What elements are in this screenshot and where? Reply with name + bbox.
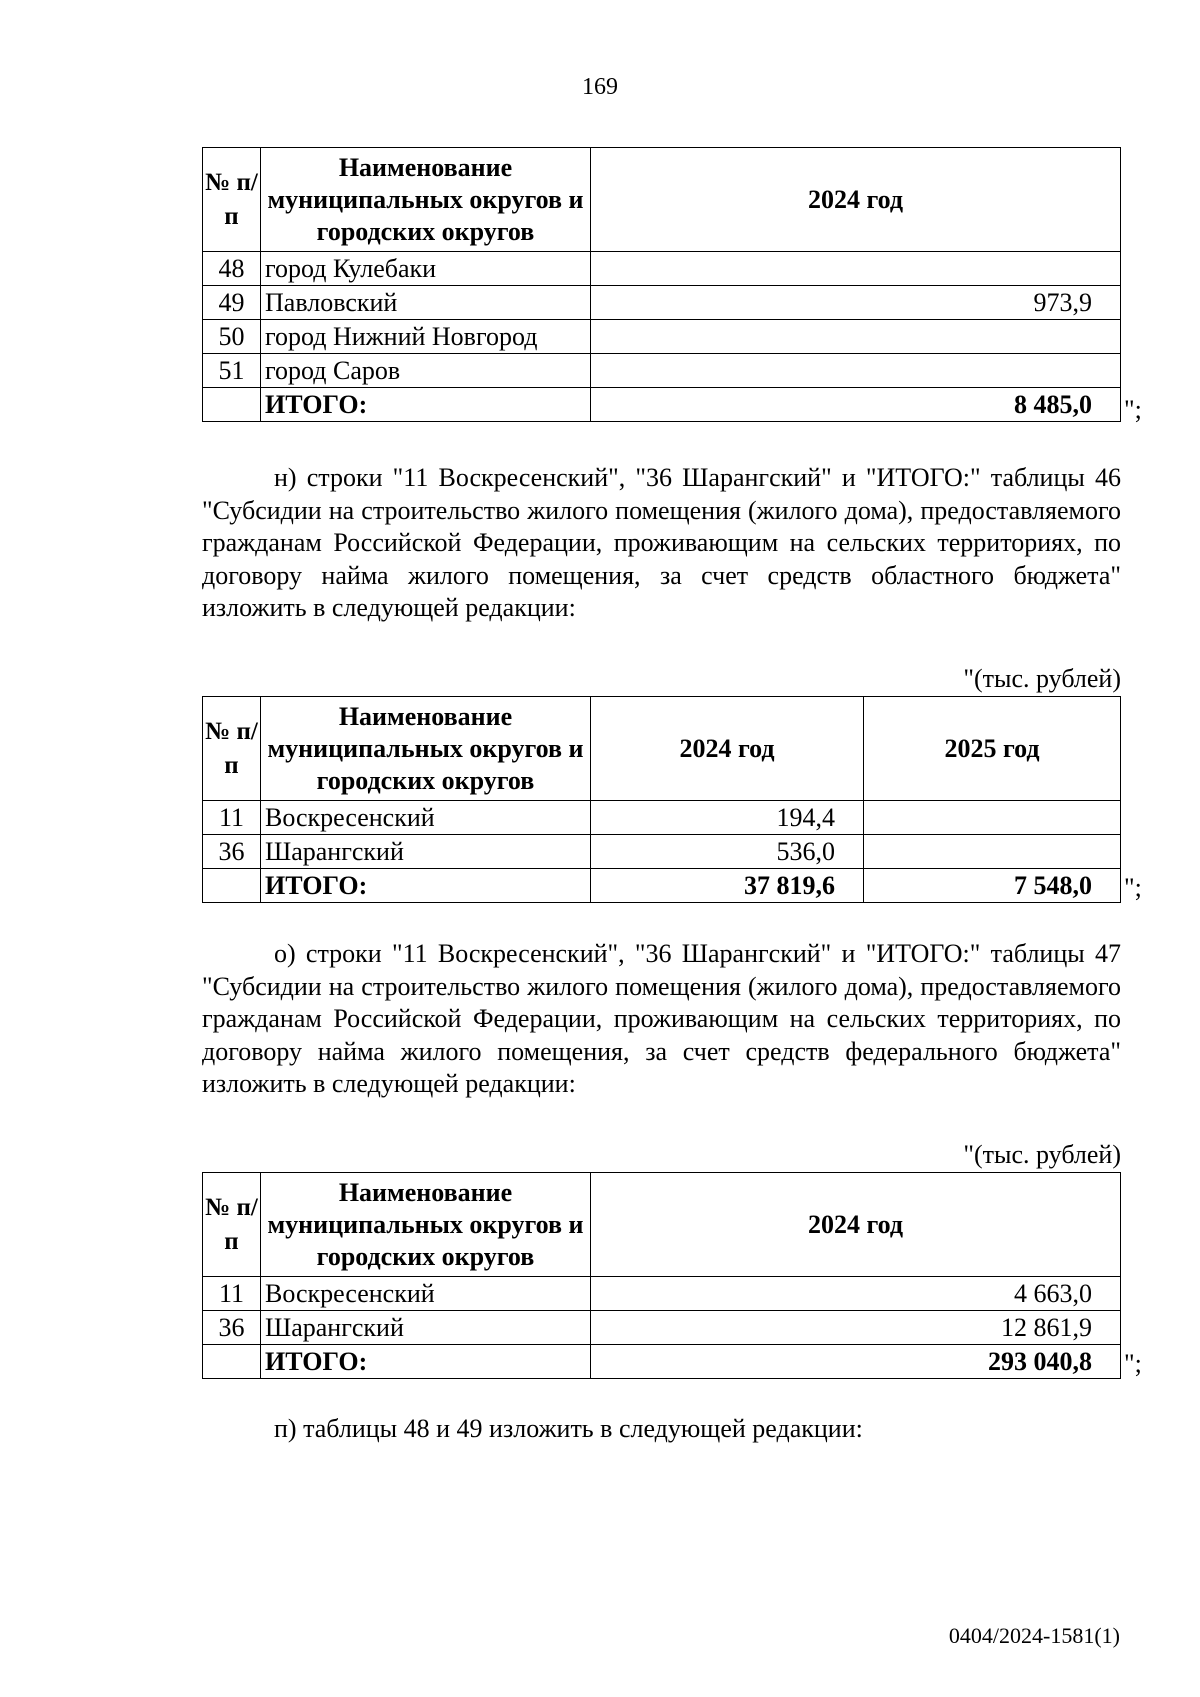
- table-row: 49 Павловский 973,9: [203, 286, 1121, 320]
- paragraph-n: [202, 462, 1121, 625]
- table-3: [202, 1172, 1121, 1379]
- table-row: 36 Шарангский 12 861,9: [203, 1311, 1121, 1345]
- header-number: № п/п: [203, 697, 261, 801]
- header-2024: 2024 год: [591, 697, 864, 801]
- header-name: Наименование муниципальных округов и городских округов: [261, 1173, 591, 1277]
- table-row: 48 город Кулебаки: [203, 252, 1121, 286]
- table-2: [202, 696, 1121, 903]
- paragraph-o: [202, 938, 1121, 1101]
- paragraph-p: [202, 1413, 1121, 1446]
- table-1: [202, 147, 1121, 422]
- closing-quote: ";: [1124, 395, 1142, 424]
- total-row: ИТОГО: 293 040,8: [203, 1345, 1121, 1379]
- table-row: 11 Воскресенский 4 663,0: [203, 1277, 1121, 1311]
- header-2024: 2024 год: [591, 148, 1121, 252]
- page-number: 169: [582, 74, 618, 100]
- header-name: Наименование муниципальных округов и городских округов: [261, 697, 591, 801]
- paragraph-text: "11 Воскресенский", "36 Шарангский" и "ИТОГО:" таблицы 46 "Субсидии на строительство жилого помещения (жилого дома), предоставляемого гражданам Российской Федерации, проживающим на сельских территориях, по договору найма жилого помещения, за счет средств областного бюджета" изложить в следующей редакции:: [202, 463, 1122, 622]
- table-row: 36 Шарангский 536,0: [203, 835, 1121, 869]
- header-name: Наименование муниципальных округов и городских округов: [261, 148, 591, 252]
- paragraph-text: "11 Воскресенский", "36 Шарангский" и "ИТОГО:" таблицы 47 "Субсидии на строительство жилого помещения (жилого дома), предоставляемого гражданам Российской Федерации, проживающим на сельских территориях, по договору найма жилого помещения, за счет средств федерального бюджета" изложить в следующей редакции:: [202, 939, 1121, 1098]
- table-row: 51 город Саров: [203, 354, 1121, 388]
- document-code: 0404/2024-1581(1): [948, 1623, 1120, 1648]
- unit-label: "(тыс. рублей): [963, 1140, 1121, 1169]
- header-number: № п/п: [203, 148, 261, 252]
- paragraph-lead: н) строки: [274, 463, 383, 492]
- closing-quote: ";: [1124, 1349, 1142, 1378]
- header-2025: 2025 год: [864, 697, 1121, 801]
- unit-label: "(тыс. рублей): [963, 664, 1121, 693]
- header-number: № п/п: [203, 1173, 261, 1277]
- header-2024: 2024 год: [591, 1173, 1121, 1277]
- total-row: ИТОГО: 37 819,6 7 548,0: [203, 869, 1121, 903]
- closing-quote: ";: [1124, 873, 1142, 902]
- table-row: 11 Воскресенский 194,4: [203, 801, 1121, 835]
- total-row: ИТОГО: 8 485,0: [203, 388, 1121, 422]
- table-row: 50 город Нижний Новгород: [203, 320, 1121, 354]
- paragraph-text: п) таблицы 48 и 49 изложить в следующей редакции:: [274, 1414, 863, 1443]
- paragraph-lead: о) строки: [274, 939, 382, 968]
